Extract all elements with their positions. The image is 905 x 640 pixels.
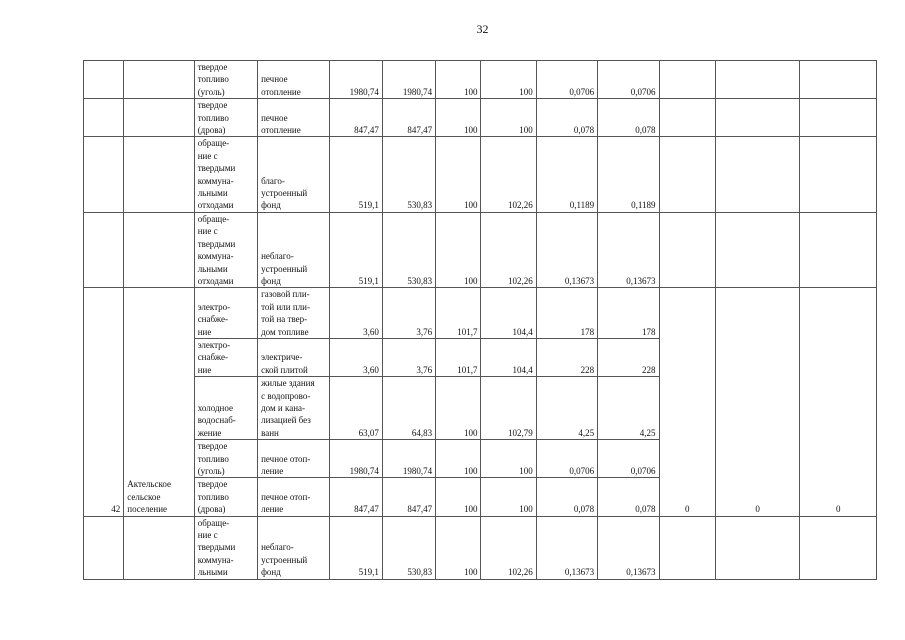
- value-cell-5: 0,0706: [536, 440, 597, 478]
- row-number-cell: [84, 137, 124, 212]
- consumer-type-cell: неблаго- устроенный фонд: [258, 212, 329, 287]
- table-row: [84, 516, 877, 579]
- consumer-type-cell: жилые здания с водопрово- дом и кана- лизацией без ванн: [258, 377, 329, 440]
- extra-cell-3: [800, 516, 877, 579]
- value-cell-5: 4,25: [536, 377, 597, 440]
- tariff-table: [83, 60, 877, 580]
- service-cell: твердое топливо (дрова): [194, 478, 257, 516]
- service-cell: твердое топливо (дрова): [194, 99, 257, 137]
- extra-cell-1: [659, 212, 715, 287]
- value-cell-2: 530,83: [382, 137, 435, 212]
- consumer-type-cell: электриче- ской плитой: [258, 338, 329, 376]
- value-cell-4: 100: [481, 440, 536, 478]
- zero-value-3: 0: [800, 288, 877, 516]
- value-cell-2: 3,76: [382, 338, 435, 376]
- consumer-type-cell: печное отоп- ление: [258, 478, 329, 516]
- row-number-cell: [84, 61, 124, 99]
- consumer-type-cell: благо- устроенный фонд: [258, 137, 329, 212]
- service-cell: электро- снабже- ние: [194, 288, 257, 339]
- value-cell-5: 0,078: [536, 99, 597, 137]
- service-cell: твердое топливо (уголь): [194, 440, 257, 478]
- value-cell-5: 0,13673: [536, 212, 597, 287]
- value-cell-6: 0,13673: [598, 516, 659, 579]
- extra-cell-2: [715, 212, 800, 287]
- extra-cell-1: [659, 61, 715, 99]
- extra-cell-3: [800, 99, 877, 137]
- value-cell-3: 100: [436, 478, 481, 516]
- consumer-type-cell: неблаго- устроенный фонд: [258, 516, 329, 579]
- value-cell-3: 101,7: [436, 338, 481, 376]
- value-cell-4: 104,4: [481, 338, 536, 376]
- value-cell-6: 0,1189: [598, 137, 659, 212]
- value-cell-3: 100: [436, 212, 481, 287]
- value-cell-3: 100: [436, 377, 481, 440]
- value-cell-5: 228: [536, 338, 597, 376]
- value-cell-4: 102,26: [481, 137, 536, 212]
- table-row: [84, 212, 877, 287]
- row-number-cell: [84, 212, 124, 287]
- row-number-cell: 42: [84, 288, 124, 516]
- value-cell-1: 1980,74: [329, 61, 382, 99]
- consumer-type-cell: газовой пли- той или пли- той на твер- дом топливе: [258, 288, 329, 339]
- row-number-cell: [84, 516, 124, 579]
- value-cell-4: 102,26: [481, 516, 536, 579]
- value-cell-6: 0,078: [598, 478, 659, 516]
- value-cell-3: 100: [436, 61, 481, 99]
- value-cell-6: 0,13673: [598, 212, 659, 287]
- value-cell-3: 100: [436, 137, 481, 212]
- settlement-cell: [124, 212, 194, 287]
- consumer-type-cell: печное отоп- ление: [258, 440, 329, 478]
- value-cell-4: 102,79: [481, 377, 536, 440]
- service-cell: твердое топливо (уголь): [194, 61, 257, 99]
- value-cell-6: 178: [598, 288, 659, 339]
- value-cell-2: 530,83: [382, 516, 435, 579]
- value-cell-6: 228: [598, 338, 659, 376]
- service-cell: обраще- ние с твердыми коммуна- льными отходами: [194, 212, 257, 287]
- extra-cell-2: [715, 61, 800, 99]
- row-number-cell: [84, 99, 124, 137]
- consumer-type-cell: печное отопление: [258, 99, 329, 137]
- value-cell-1: 3,60: [329, 338, 382, 376]
- value-cell-2: 1980,74: [382, 440, 435, 478]
- extra-cell-2: [715, 137, 800, 212]
- extra-cell-1: [659, 137, 715, 212]
- value-cell-6: 0,078: [598, 99, 659, 137]
- value-cell-2: 847,47: [382, 478, 435, 516]
- extra-cell-2: [715, 516, 800, 579]
- value-cell-1: 519,1: [329, 212, 382, 287]
- service-cell: обраще- ние с твердыми коммуна- льными: [194, 516, 257, 579]
- service-cell: холодное водоснаб- жение: [194, 377, 257, 440]
- value-cell-1: 847,47: [329, 478, 382, 516]
- value-cell-1: 519,1: [329, 137, 382, 212]
- extra-cell-2: [715, 99, 800, 137]
- value-cell-2: 64,83: [382, 377, 435, 440]
- table-row: [84, 137, 877, 212]
- value-cell-4: 104,4: [481, 288, 536, 339]
- value-cell-6: 4,25: [598, 377, 659, 440]
- extra-cell-1: [659, 99, 715, 137]
- value-cell-1: 519,1: [329, 516, 382, 579]
- consumer-type-cell: печное отопление: [258, 61, 329, 99]
- table-row: [84, 99, 877, 137]
- value-cell-4: 100: [481, 99, 536, 137]
- value-cell-5: 0,078: [536, 478, 597, 516]
- settlement-cell: [124, 99, 194, 137]
- value-cell-4: 100: [481, 478, 536, 516]
- table-row: [84, 61, 877, 99]
- value-cell-5: 178: [536, 288, 597, 339]
- service-cell: обраще- ние с твердыми коммуна- льными отходами: [194, 137, 257, 212]
- value-cell-1: 1980,74: [329, 440, 382, 478]
- value-cell-5: 0,1189: [536, 137, 597, 212]
- value-cell-4: 100: [481, 61, 536, 99]
- service-cell: электро- снабже- ние: [194, 338, 257, 376]
- value-cell-3: 100: [436, 516, 481, 579]
- extra-cell-3: [800, 212, 877, 287]
- value-cell-3: 101,7: [436, 288, 481, 339]
- value-cell-3: 100: [436, 99, 481, 137]
- value-cell-1: 63,07: [329, 377, 382, 440]
- value-cell-5: 0,13673: [536, 516, 597, 579]
- value-cell-4: 102,26: [481, 212, 536, 287]
- settlement-cell: [124, 516, 194, 579]
- value-cell-2: 847,47: [382, 99, 435, 137]
- page-number: 32: [476, 22, 489, 36]
- extra-cell-3: [800, 61, 877, 99]
- zero-value-1: 0: [659, 288, 715, 516]
- value-cell-2: 530,83: [382, 212, 435, 287]
- zero-value-2: 0: [715, 288, 800, 516]
- value-cell-1: 847,47: [329, 99, 382, 137]
- value-cell-2: 1980,74: [382, 61, 435, 99]
- settlement-cell: [124, 61, 194, 99]
- value-cell-6: 0,0706: [598, 61, 659, 99]
- settlement-cell: [124, 137, 194, 212]
- value-cell-5: 0,0706: [536, 61, 597, 99]
- extra-cell-1: [659, 516, 715, 579]
- extra-cell-3: [800, 137, 877, 212]
- value-cell-6: 0,0706: [598, 440, 659, 478]
- table-row: [84, 288, 877, 339]
- settlement-cell: Актельское сельское поселение: [124, 288, 194, 516]
- value-cell-3: 100: [436, 440, 481, 478]
- value-cell-2: 3,76: [382, 288, 435, 339]
- value-cell-1: 3,60: [329, 288, 382, 339]
